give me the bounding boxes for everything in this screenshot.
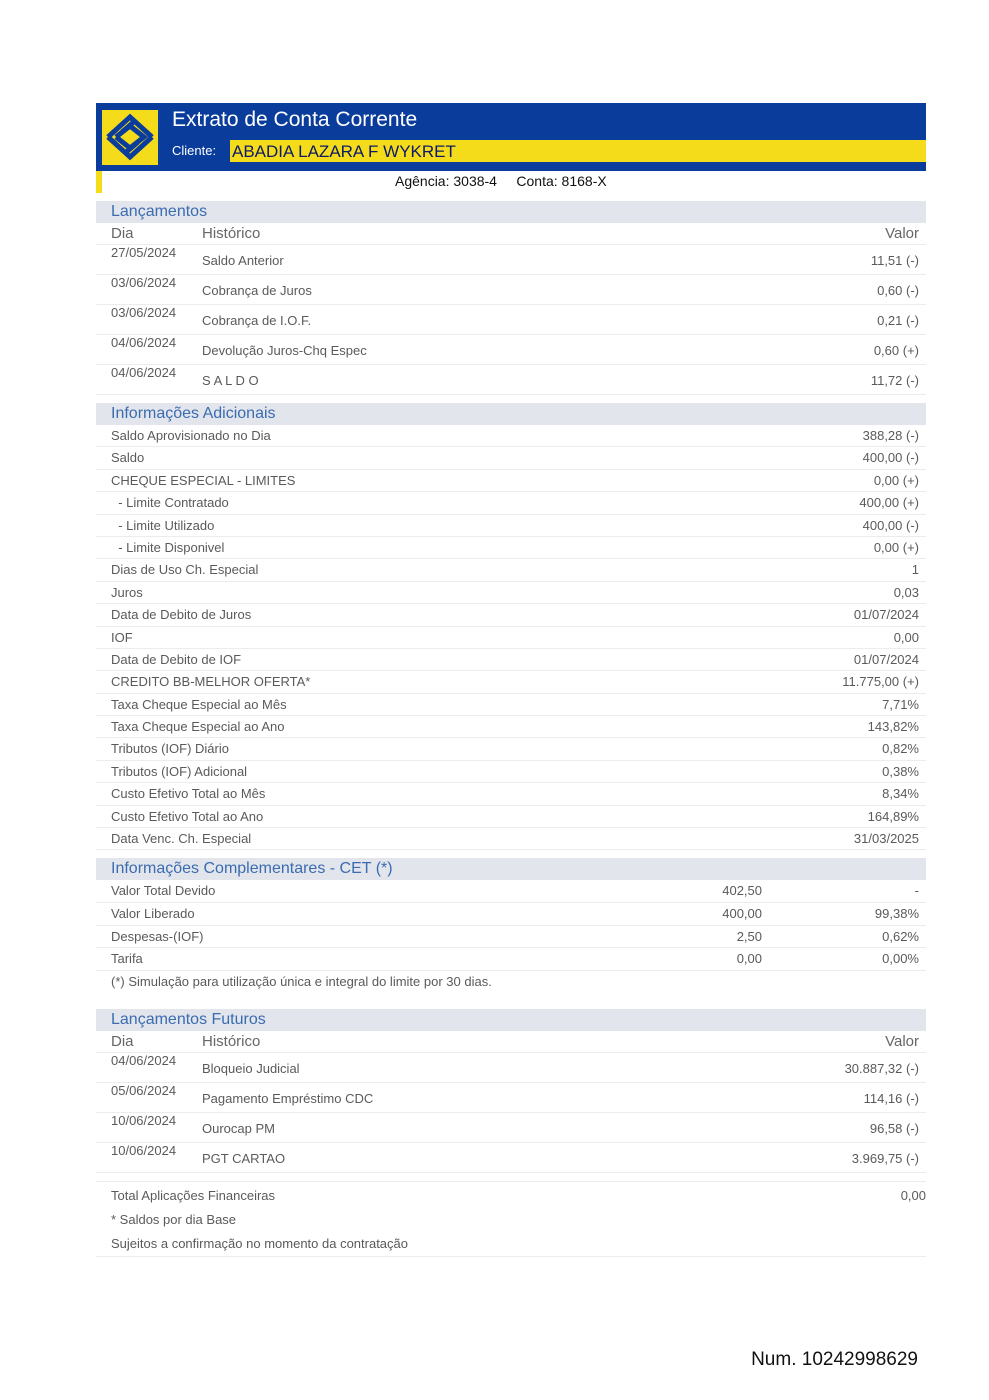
list-item xyxy=(96,828,926,850)
item-value: 400,00 (-) xyxy=(862,517,919,533)
client-name: ABADIA LAZARA F WYKRET xyxy=(232,142,456,161)
table-row xyxy=(96,335,926,365)
item-label: Juros xyxy=(111,584,143,600)
total-label: Total Aplicações Financeiras xyxy=(111,1187,276,1203)
client-name-bar xyxy=(230,140,926,162)
cet-label: Tarifa xyxy=(111,951,143,967)
cet-label: Valor Total Devido xyxy=(111,883,216,899)
col-dia: Dia xyxy=(111,1032,134,1050)
item-value: 0,00 xyxy=(893,629,919,645)
item-value: 7,71% xyxy=(882,696,919,712)
cet-label: Despesas-(IOF) xyxy=(111,928,204,944)
row-date: 10/06/2024 xyxy=(111,1142,177,1158)
section-futuros-title: Lançamentos Futuros xyxy=(96,1009,926,1031)
table-row xyxy=(96,245,926,275)
bank-logo xyxy=(102,110,158,165)
row-desc: Bloqueio Judicial xyxy=(202,1060,300,1076)
cet-list xyxy=(96,880,926,970)
cet-label: Valor Liberado xyxy=(111,906,195,922)
table-row xyxy=(96,880,926,903)
statement xyxy=(96,103,926,1257)
item-label: - Limite Utilizado xyxy=(111,517,215,533)
item-value: 0,00 (+) xyxy=(873,539,919,555)
list-item xyxy=(96,425,926,447)
list-item xyxy=(96,694,926,716)
item-value: 31/03/2025 xyxy=(853,831,919,847)
row-desc: Cobrança de I.O.F. xyxy=(202,313,312,328)
note-text: * Saldos por dia Base xyxy=(111,1211,237,1227)
client-row xyxy=(164,139,926,162)
item-label: CREDITO BB-MELHOR OFERTA* xyxy=(111,674,311,690)
section-cet-title: Informações Complementares - CET (*) xyxy=(96,858,926,880)
item-value: 0,38% xyxy=(882,763,919,779)
section-info-title: Informações Adicionais xyxy=(96,403,926,425)
item-value: 0,00 (+) xyxy=(873,472,919,488)
item-label: Custo Efetivo Total ao Mês xyxy=(111,786,266,802)
cet-amount: 402,50 xyxy=(722,883,762,899)
statement-header xyxy=(96,103,926,171)
cet-pct: 0,00% xyxy=(882,951,919,967)
col-historico: Histórico xyxy=(202,225,261,242)
cet-amount: 400,00 xyxy=(722,906,762,922)
document-number: Num. 10242998629 xyxy=(751,1349,918,1370)
futuros-column-header xyxy=(96,1031,926,1053)
item-label: Tributos (IOF) Diário xyxy=(111,741,229,757)
list-item xyxy=(96,671,926,693)
item-label: Data de Debito de Juros xyxy=(111,607,252,623)
item-value: 01/07/2024 xyxy=(853,607,919,623)
row-desc: PGT CARTAO xyxy=(202,1150,286,1166)
row-value: 11,51 (-) xyxy=(870,253,919,268)
list-item xyxy=(96,806,926,828)
row-date: 03/06/2024 xyxy=(111,305,177,320)
client-label: Cliente: xyxy=(172,143,217,158)
table-row xyxy=(96,275,926,305)
item-label: Data Venc. Ch. Especial xyxy=(111,831,252,847)
futuros-list xyxy=(96,1053,926,1173)
agency-account-line xyxy=(96,171,926,193)
row-date: 10/06/2024 xyxy=(111,1112,177,1128)
row-value: 0,60 (-) xyxy=(877,283,919,298)
row-value: 11,72 (-) xyxy=(870,373,919,388)
list-item xyxy=(96,470,926,492)
list-item xyxy=(96,515,926,537)
list-item xyxy=(96,649,926,671)
cet-note: (*) Simulação para utilização única e integral do limite por 30 dias. xyxy=(111,973,492,989)
item-value: 01/07/2024 xyxy=(853,651,919,667)
cet-amount: 0,00 xyxy=(736,951,762,967)
cet-pct: 99,38% xyxy=(874,906,919,922)
item-value: 400,00 (+) xyxy=(859,495,919,511)
lancamentos-list xyxy=(96,245,926,395)
table-row xyxy=(96,903,926,926)
row-desc: Ourocap PM xyxy=(202,1120,275,1136)
row-date: 04/06/2024 xyxy=(111,365,177,380)
cet-pct: 0,62% xyxy=(882,928,919,944)
item-value: 143,82% xyxy=(867,719,919,735)
row-desc: S A L D O xyxy=(202,373,259,388)
item-label: Data de Debito de IOF xyxy=(111,651,242,667)
row-value: 96,58 (-) xyxy=(869,1120,919,1136)
row-date: 27/05/2024 xyxy=(111,245,177,260)
list-item xyxy=(96,537,926,559)
item-label: Custo Efetivo Total ao Ano xyxy=(111,808,264,824)
item-label: Taxa Cheque Especial ao Ano xyxy=(111,719,285,735)
row-value: 0,60 (+) xyxy=(873,343,919,358)
footer-note-1 xyxy=(96,1208,926,1232)
row-desc: Saldo Anterior xyxy=(202,253,284,268)
row-date: 05/06/2024 xyxy=(111,1082,177,1098)
table-row xyxy=(96,1083,926,1113)
item-value: 11.775,00 (+) xyxy=(842,674,919,690)
footer-note-2 xyxy=(96,1232,926,1257)
list-item xyxy=(96,627,926,649)
row-date: 04/06/2024 xyxy=(111,335,177,350)
item-value: 0,82% xyxy=(882,741,919,757)
item-label: Tributos (IOF) Adicional xyxy=(111,763,248,779)
table-row xyxy=(96,926,926,949)
table-row xyxy=(96,948,926,971)
list-item xyxy=(96,492,926,514)
row-value: 0,21 (-) xyxy=(877,313,919,328)
statement-title: Extrato de Conta Corrente xyxy=(172,108,418,131)
table-row xyxy=(96,1053,926,1083)
item-value: 1 xyxy=(911,562,919,578)
note-text: Sujeitos a confirmação no momento da contratação xyxy=(111,1235,409,1251)
row-date: 03/06/2024 xyxy=(111,275,177,290)
row-value: 30.887,32 (-) xyxy=(844,1060,919,1076)
item-label: Dias de Uso Ch. Especial xyxy=(111,562,259,578)
item-label: IOF xyxy=(111,629,133,645)
divider xyxy=(96,1173,926,1182)
total-value: 0,00 xyxy=(900,1187,926,1203)
list-item xyxy=(96,716,926,738)
list-item xyxy=(96,738,926,760)
list-item xyxy=(96,761,926,783)
item-value: 164,89% xyxy=(867,808,919,824)
table-row xyxy=(96,305,926,335)
info-list xyxy=(96,425,926,850)
table-row xyxy=(96,1113,926,1143)
list-item xyxy=(96,783,926,805)
item-label: - Limite Contratado xyxy=(111,495,229,511)
row-date: 04/06/2024 xyxy=(111,1052,177,1068)
item-label: - Limite Disponivel xyxy=(111,539,225,555)
col-historico: Histórico xyxy=(202,1032,261,1050)
item-value: 388,28 (-) xyxy=(862,428,919,443)
table-row xyxy=(96,365,926,395)
row-desc: Cobrança de Juros xyxy=(202,283,312,298)
item-label: Saldo Aprovisionado no Dia xyxy=(111,428,271,443)
agency-account-text: Agência: 3038-4 Conta: 8168-X xyxy=(395,173,607,189)
item-label: Taxa Cheque Especial ao Mês xyxy=(111,696,287,712)
section-lancamentos-title: Lançamentos xyxy=(96,201,926,223)
cet-amount: 2,50 xyxy=(736,928,762,944)
col-valor: Valor xyxy=(885,225,919,242)
row-desc: Devolução Juros-Chq Espec xyxy=(202,343,367,358)
row-value: 114,16 (-) xyxy=(863,1090,919,1106)
table-row xyxy=(96,1143,926,1173)
item-label: CHEQUE ESPECIAL - LIMITES xyxy=(111,472,296,488)
col-valor: Valor xyxy=(885,1032,919,1050)
list-item xyxy=(96,447,926,469)
list-item xyxy=(96,559,926,581)
row-desc: Pagamento Empréstimo CDC xyxy=(202,1090,374,1106)
list-item xyxy=(96,604,926,626)
item-value: 8,34% xyxy=(882,786,919,802)
total-applications-row xyxy=(96,1184,926,1208)
item-value: 0,03 xyxy=(893,584,919,600)
col-dia: Dia xyxy=(111,225,134,242)
cet-pct: - xyxy=(914,883,919,899)
list-item xyxy=(96,582,926,604)
lancamentos-column-header xyxy=(96,223,926,245)
item-label: Saldo xyxy=(111,450,145,466)
row-value: 3.969,75 (-) xyxy=(851,1150,919,1166)
item-value: 400,00 (-) xyxy=(862,450,919,466)
